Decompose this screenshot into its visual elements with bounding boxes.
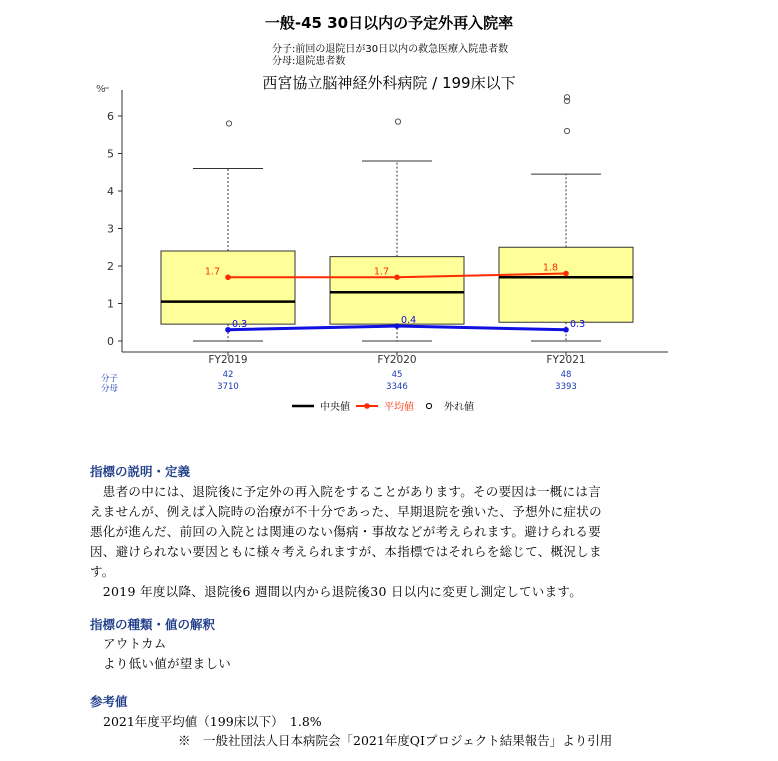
reference-value: 2021年度平均値（199床以下） 1.8% (103, 714, 322, 729)
citation-note: ※ 一般社団法人日本病院会「2021年度QIプロジェクト結果報告」より引用 (178, 733, 613, 748)
y-tick-label: 4 (107, 185, 114, 198)
y-tick-label: 2 (107, 260, 114, 273)
series-point (563, 327, 569, 333)
series-data-label: 1.8 (542, 262, 558, 274)
type-line: アウトカム (103, 636, 167, 651)
series-point (394, 274, 400, 280)
series-data-label: 1.7 (373, 266, 389, 278)
legend-mean-label: 平均値 (384, 402, 414, 413)
outlier-point (395, 119, 400, 124)
series-point (225, 274, 231, 280)
type-line: より低い値が望ましい (103, 656, 232, 671)
series-point (394, 323, 400, 329)
outlier-point (564, 95, 569, 100)
numerator-value: 42 (222, 370, 234, 380)
section-definition-body (90, 482, 700, 602)
chart-title: 一般-45 30日以内の予定外再入院率 (264, 14, 514, 32)
series-point (225, 327, 231, 333)
denominator-value: 3393 (555, 382, 577, 392)
iqr-box (161, 251, 295, 324)
legend-median-label: 中央値 (320, 402, 350, 413)
x-tick-label: FY2020 (377, 354, 417, 366)
outlier-point (564, 128, 569, 133)
definition-line: えませんが、例えば入院時の治療が不十分であった、早期退院を強いた、予想外に症状の (90, 504, 602, 519)
hospital-subtitle: 西宮協立脳神経外科病院 / 199床以下 (262, 74, 516, 92)
numerator-note: 分子:前回の退院日が30日以内の救急医療入院患者数 (272, 44, 509, 55)
definition-line: 悪化が進んだ、前回の入院とは関連のない傷病・事故などが考えられます。避けられる要 (90, 524, 602, 539)
denominator-note: 分母:退院患者数 (272, 56, 346, 67)
y-axis-unit-label: % (96, 84, 106, 95)
section-type-body (103, 634, 231, 674)
series-point (563, 271, 569, 277)
definition-line: 2019 年度以降、退院後6 週間以内から退院後30 日以内に変更し測定しています。 (90, 584, 582, 599)
series-data-label: 0.3 (570, 318, 586, 330)
section-definition-title: 指標の説明・定義 (90, 464, 191, 479)
definition-line: す。 (90, 564, 115, 579)
y-tick-label: 6 (107, 110, 114, 123)
definition-line: 因、避けられない要因ともに様々考えられますが、本指標ではそれらを総じて、概況しま (90, 544, 602, 559)
iqr-box (330, 257, 464, 325)
y-tick-label: 3 (107, 222, 114, 236)
y-tick-label: 1 (107, 297, 114, 311)
denominator-value: 3346 (386, 382, 408, 392)
y-tick-label: 0 (107, 335, 114, 348)
series-data-label: 0.3 (232, 318, 248, 330)
legend-mean-dot (364, 403, 370, 409)
denominator-row-label: 分母 (100, 384, 118, 394)
definition-line: 患者の中には、退院後に予定外の再入院をすることがあります。その要因は一概には言 (90, 484, 602, 499)
legend-outlier-swatch (426, 403, 431, 408)
outlier-point (226, 121, 231, 126)
y-tick-label: 5 (107, 147, 114, 161)
series-data-label: 0.4 (401, 315, 417, 326)
numerator-row-label: 分子 (100, 374, 118, 384)
x-tick-label: FY2021 (546, 354, 586, 366)
numerator-value: 48 (560, 370, 572, 380)
x-tick-label: FY2019 (208, 354, 248, 366)
section-type-title: 指標の種類・値の解釈 (90, 617, 216, 632)
denominator-value: 3710 (217, 382, 239, 392)
section-reference-title: 参考値 (90, 694, 128, 709)
series-data-label: 1.7 (204, 266, 220, 278)
numerator-value: 45 (391, 370, 403, 380)
iqr-box (499, 247, 633, 322)
legend-outlier-label: 外れ値 (444, 402, 474, 413)
